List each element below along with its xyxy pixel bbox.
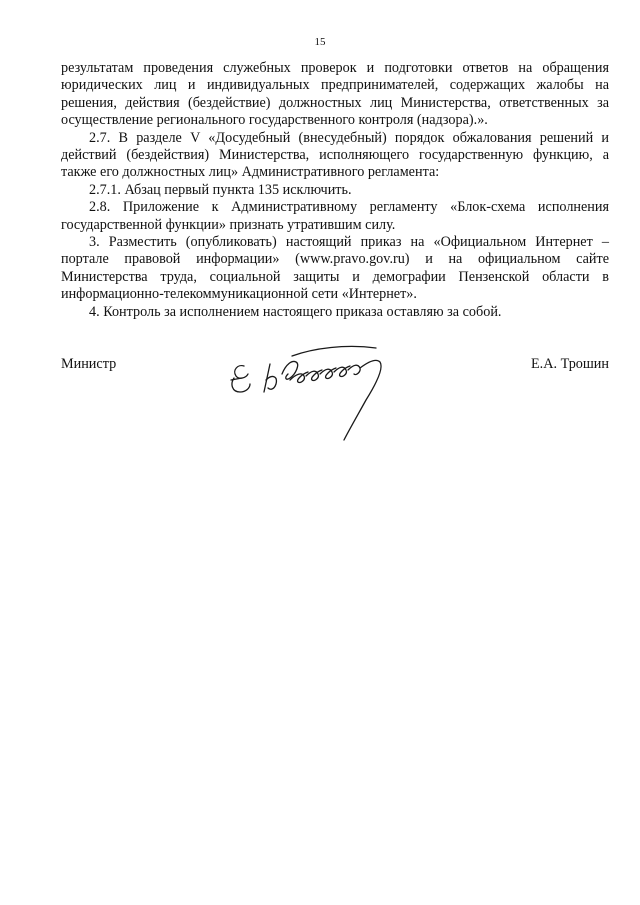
- handwritten-signature-icon: [226, 334, 426, 444]
- paragraph-continuation: результатам проведения служебных проверок и подготовки ответов на обращения юридических лиц и индивидуальных предпринимателей, содержащих жалобы на решения, действия (бездействие) должностных лиц Министерства, ответственных за осуществление регионального государственного контроля (надзора).».: [61, 60, 609, 129]
- paragraph-2-8: 2.8. Приложение к Административному регламенту «Блок-схема исполнения государственной функции» признать утратившим силу.: [61, 199, 609, 233]
- paragraph-2-7-1: 2.7.1. Абзац первый пункта 135 исключить.: [89, 181, 352, 198]
- signatory-title: Министр: [61, 356, 117, 372]
- page-number: 15: [314, 36, 326, 48]
- paragraph-2-7: 2.7. В разделе V «Досудебный (внесудебный) порядок обжалования решений и действий (бездействия) Министерства, исполняющего государственную функцию, а также его должностных лиц» Административного регламента:: [61, 129, 609, 181]
- signatory-name: Е.А. Трошин: [531, 356, 609, 372]
- signature-block: [61, 356, 609, 456]
- document-body: [61, 60, 609, 321]
- paragraph-4: 4. Контроль за исполнением настоящего приказа оставляю за собой.: [89, 303, 502, 320]
- paragraph-3: 3. Разместить (опубликовать) настоящий приказ на «Официальном Интернет – портале правовой информации» (www.pravo.gov.ru) и на официальном сайте Министерства труда, социальной защиты и демографии Пензенской области в информационно-телекоммуникационной сети «Интернет».: [61, 234, 609, 303]
